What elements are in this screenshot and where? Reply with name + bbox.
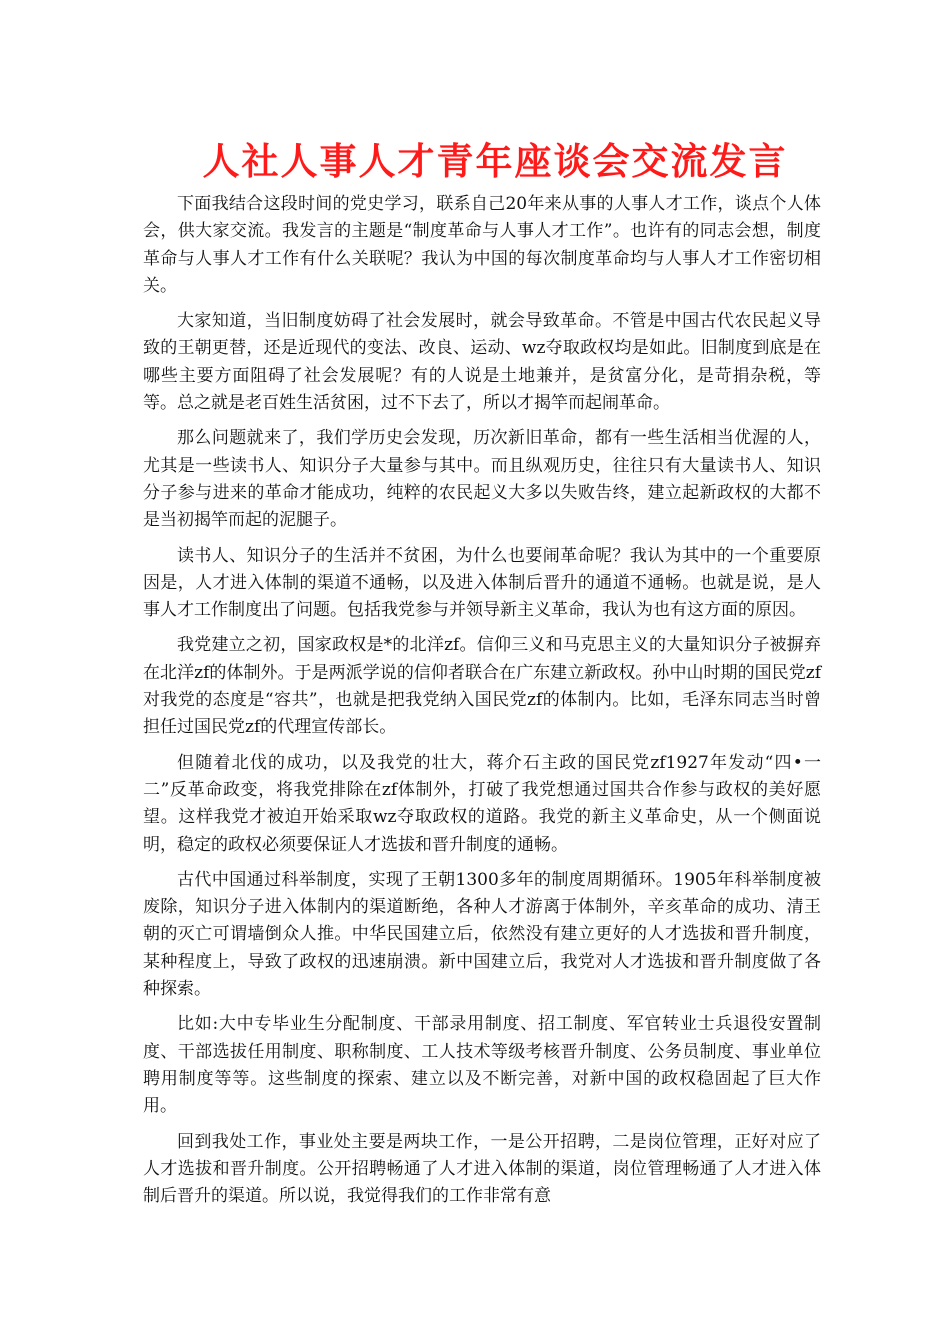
paragraph: 大家知道，当旧制度妨碍了社会发展时，就会导致革命。不管是中国古代农民起义导致的王朝更替，还是近现代的变法、改良、运动、wz夺取政权均是如此。旧制度到底是在哪些主要方面阻碍了社会发展呢？有的人说是土地兼并，是贫富分化，是苛捐杂税，等等。总之就是老百姓生活贫困，过不下去了，所以才揭竿而起闹革命。 [143,311,821,414]
paragraph: 读书人、知识分子的生活并不贫困，为什么也要闹革命呢？我认为其中的一个重要原因是，人才进入体制的渠道不通畅，以及进入体制后晋升的通道不通畅。也就是说，是人事人才工作制度出了问题。包括我党参与并领导新主义革命，我认为也有这方面的原因。 [143,545,821,621]
document-body [143,191,821,1218]
paragraph: 古代中国通过科举制度，实现了王朝1300多年的制度周期循环。1905年科举制度被废除，知识分子进入体制内的渠道断绝，各种人才游离于体制外，辛亥革命的成功、清王朝的灭亡可谓墙倒众人推。中华民国建立后，依然没有建立更好的人才选拔和晋升制度，某种程度上，导致了政权的迅速崩溃。新中国建立后，我党对人才选拔和晋升制度做了各种探索。 [143,869,821,1000]
paragraph: 比如:大中专毕业生分配制度、干部录用制度、招工制度、军官转业士兵退役安置制度、干部选拔任用制度、职称制度、工人技术等级考核晋升制度、公务员制度、事业单位聘用制度等等。这些制度的探索、建立以及不断完善，对新中国的政权稳固起了巨大作用。 [143,1014,821,1117]
paragraph: 回到我处工作，事业处主要是两块工作，一是公开招聘，二是岗位管理，正好对应了人才选拔和晋升制度。公开招聘畅通了人才进入体制的渠道，岗位管理畅通了人才进入体制后晋升的渠道。所以说，我觉得我们的工作非常有意 [143,1131,821,1207]
paragraph: 那么问题就来了，我们学历史会发现，历次新旧革命，都有一些生活相当优渥的人，尤其是一些读书人、知识分子大量参与其中。而且纵观历史，往往只有大量读书人、知识分子参与进来的革命才能成功，纯粹的农民起义大多以失败告终，建立起新政权的大都不是当初揭竿而起的泥腿子。 [143,428,821,531]
paragraph: 但随着北伐的成功，以及我党的壮大，蒋介石主政的国民党zf1927年发动“四•一二”反革命政变，将我党排除在zf体制外，打破了我党想通过国共合作参与政权的美好愿望。这样我党才被迫开始采取wz夺取政权的道路。我党的新主义革命史，从一个侧面说明，稳定的政权必须要保证人才选拔和晋升制度的通畅。 [143,752,821,855]
paragraph: 我党建立之初，国家政权是*的北洋zf。信仰三义和马克思主义的大量知识分子被摒弃在北洋zf的体制外。于是两派学说的信仰者联合在广东建立新政权。孙中山时期的国民党zf对我党的态度是“容共”，也就是把我党纳入国民党zf的体制内。比如，毛泽东同志当时曾担任过国民党zf的代理宣传部长。 [143,635,821,738]
document-title: 人社人事人才青年座谈会交流发言 [202,139,788,183]
paragraph: 下面我结合这段时间的党史学习，联系自己20年来从事的人事人才工作，谈点个人体会，供大家交流。我发言的主题是“制度革命与人事人才工作”。也许有的同志会想，制度革命与人事人才工作有什么关联呢？我认为中国的每次制度革命均与人事人才工作密切相关。 [143,194,821,296]
